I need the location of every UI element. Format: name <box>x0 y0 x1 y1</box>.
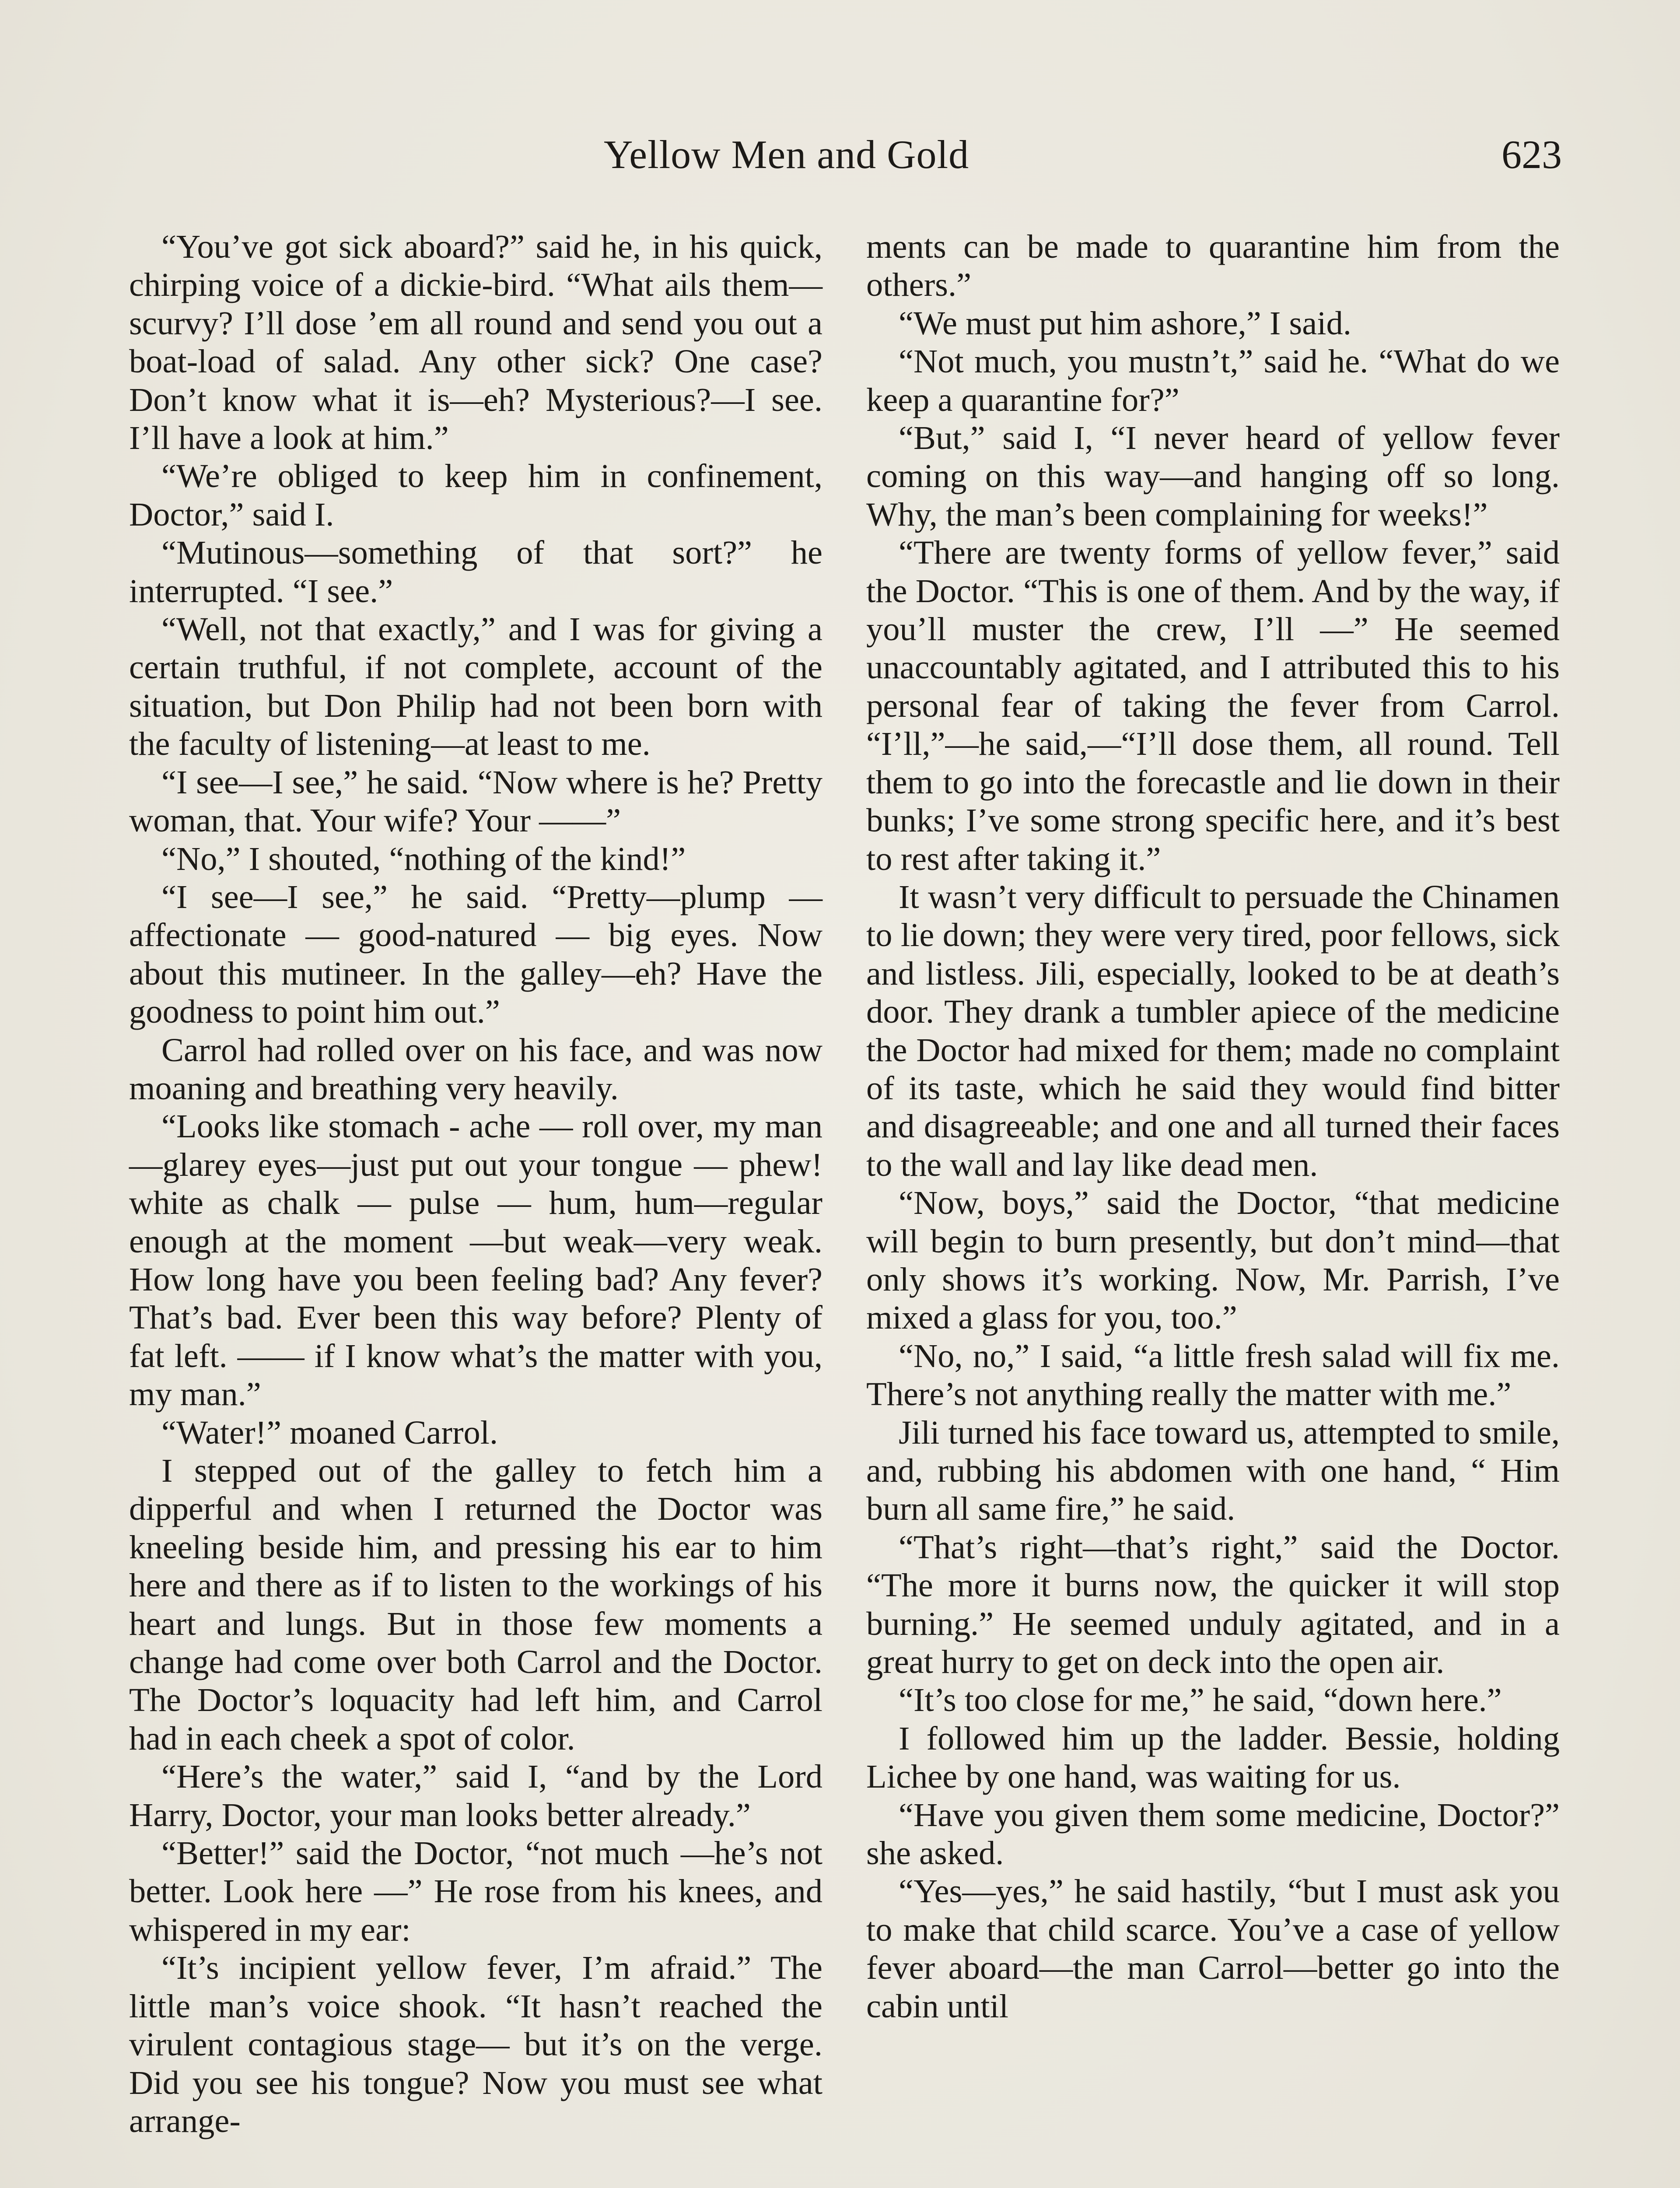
paragraph: “Now, boys,” said the Doctor, “that medicine will begin to burn presently, but don’t mind—that only shows it’s working. Now, Mr. Parrish, I’ve mixed a glass for you, too.” <box>866 1184 1560 1336</box>
paragraph: “Yes—yes,” he said hastily, “but I must ask you to make that child scarce. You’ve a case of yellow fever aboard—the man Carrol—better go into the cabin until <box>866 1872 1560 2025</box>
paragraph: “I see—I see,” he said. “Pretty—plump — affectionate — good-natured — big eyes. Now about this mutineer. In the galley—eh? Have the goodness to point him out.” <box>129 878 822 1031</box>
paragraph: “Mutinous—something of that sort?” he interrupted. “I see.” <box>129 534 822 610</box>
paragraph: “Here’s the water,” said I, “and by the Lord Harry, Doctor, your man looks better already.” <box>129 1758 822 1834</box>
right-column <box>866 228 1560 2025</box>
paragraph: “We must put him ashore,” I said. <box>899 304 1351 342</box>
running-head-title: Yellow Men and Gold <box>604 132 970 177</box>
paragraph: “No,” I shouted, “nothing of the kind!” <box>161 840 686 877</box>
page-number: 623 <box>1502 132 1562 177</box>
paragraph: It wasn’t very difficult to persuade the Chinamen to lie down; they were very tired, poor fellows, sick and listless. Jili, especially, looked to be at death’s door. They drank a tumbler apiece of the medicine the Doctor had mixed for them; made no complaint of its taste, which he said they would find bitter and disagreeable; and one and all turned their faces to the wall and lay like dead men. <box>866 878 1560 1183</box>
paragraph: “Have you given them some medicine, Doctor?” she asked. <box>866 1796 1560 1872</box>
paragraph-continuation: ments can be made to quarantine him from the others.” <box>866 228 1560 304</box>
paragraph: “We’re obliged to keep him in confinement, Doctor,” said I. <box>129 457 822 533</box>
paragraph: I stepped out of the galley to fetch him a dipperful and when I returned the Doctor was kneeling beside him, and pressing his ear to him here and there as if to listen to the workings of his heart and lungs. But in those few moments a change had come over both Carrol and the Doctor. The Doctor’s loquacity had left him, and Carrol had in each cheek a spot of color. <box>129 1452 822 1757</box>
paragraph: “Looks like stomach - ache — roll over, my man—glarey eyes—just put out your tongue — phew! white as chalk — pulse — hum, hum—regular enough at the moment —but weak—very weak. How long have you been feeling bad? Any fever? That’s bad. Ever been this way before? Plenty of fat left. —— if I know what’s the matter with you, my man.” <box>129 1108 822 1413</box>
paragraph: “But,” said I, “I never heard of yellow fever coming on this way—and hanging off so long. Why, the man’s been complaining for weeks!” <box>866 419 1560 533</box>
paragraph: I followed him up the ladder. Bessie, holding Lichee by one hand, was waiting for us. <box>866 1719 1560 1795</box>
paragraph: “Well, not that exactly,” and I was for giving a certain truthful, if not complete, account of the situation, but Don Philip had not been born with the faculty of listening—at least to me. <box>129 610 822 763</box>
paragraph: “There are twenty forms of yellow fever,” said the Doctor. “This is one of them. And by the way, if you’ll muster the crew, I’ll —” He seemed unaccountably agitated, and I attributed this to his personal fear of taking the fever from Carrol. “I’ll,”—he said,—“I’ll dose them, all round. Tell them to go into the forecastle and lie down in their bunks; I’ve some strong specific here, and it’s best to rest after taking it.” <box>866 534 1560 877</box>
paragraph: “Water!” moaned Carrol. <box>161 1413 498 1451</box>
paragraph: Carrol had rolled over on his face, and was now moaning and breathing very heavily. <box>129 1031 822 1107</box>
left-column <box>129 228 822 2140</box>
paragraph: “You’ve got sick aboard?” said he, in his quick, chirping voice of a dickie-bird. “What ails them—scurvy? I’ll dose ’em all round and send you out a boat-load of salad. Any other sick? One case? Don’t know what it is—eh? Mysterious?—I see. I’ll have a look at him.” <box>129 228 822 457</box>
paragraph: “That’s right—that’s right,” said the Doctor. “The more it burns now, the quicker it will stop burning.” He seemed unduly agitated, and in a great hurry to get on deck into the open air. <box>866 1528 1560 1681</box>
paragraph: “No, no,” I said, “a little fresh salad will fix me. There’s not anything really the matter with me.” <box>866 1337 1560 1413</box>
paragraph: “It’s too close for me,” he said, “down here.” <box>899 1681 1502 1719</box>
paragraph: “I see—I see,” he said. “Now where is he? Pretty woman, that. Your wife? Your ——” <box>129 763 822 839</box>
paragraph: “It’s incipient yellow fever, I’m afraid.” The little man’s voice shook. “It hasn’t reached the virulent contagious stage— but it’s on the verge. Did you see his tongue? Now you must see what arrange- <box>129 1949 822 2139</box>
paragraph: Jili turned his face toward us, attempted to smile, and, rubbing his abdomen with one hand, “ Him burn all same fire,” he said. <box>866 1413 1560 1528</box>
paragraph: “Not much, you mustn’t,” said he. “What do we keep a quarantine for?” <box>866 343 1560 418</box>
paragraph: “Better!” said the Doctor, “not much —he’s not better. Look here —” He rose from his knees, and whispered in my ear: <box>129 1834 822 1948</box>
